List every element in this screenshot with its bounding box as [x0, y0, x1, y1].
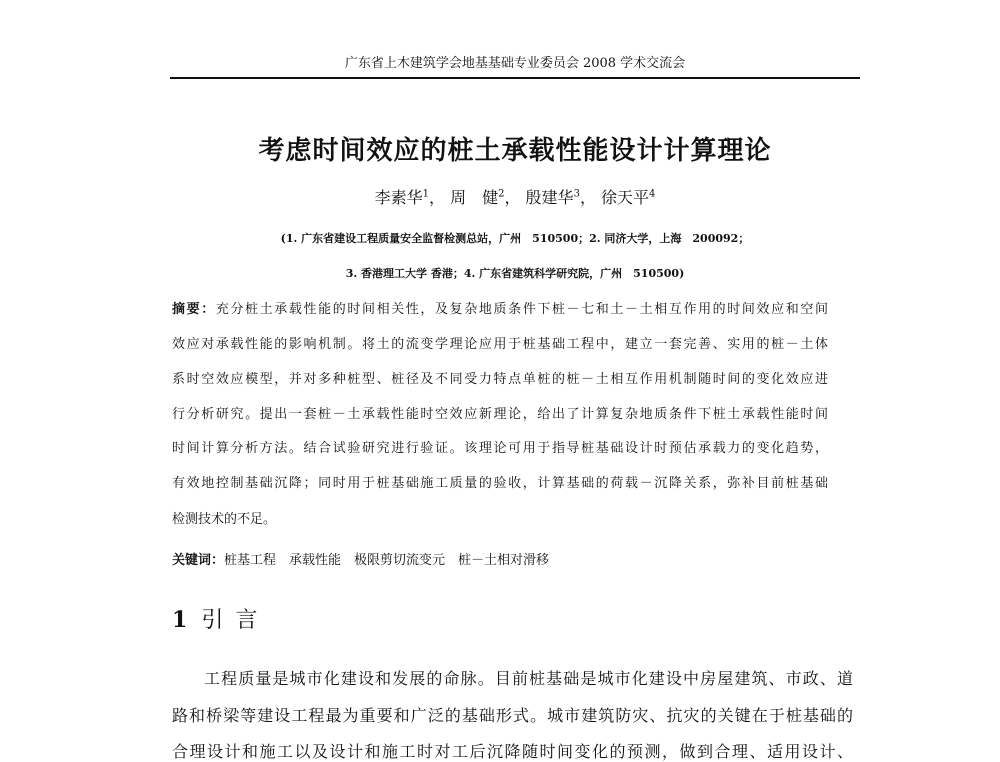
author: 殷建华 [525, 188, 574, 207]
author-list: 李素华$^1$， 周 健$^2$， 殷建华$^3$， 徐天平$^4$ [374, 188, 656, 207]
keywords-label: 关键词： [172, 553, 225, 568]
abstract-line [172, 298, 828, 317]
abstract-line: 效应对承载性能的影响机制。将土的流变学理论应用于桩基础工程中，建立一套完善、实用的桩－土体 [172, 337, 828, 352]
abstract-label: 摘要： [172, 302, 216, 317]
abstract-text: 充分桩土承载性能的时间相关性，及复杂地质条件下桩－七和土－土相互作用的时间效应和空间 [215, 302, 828, 317]
paper-title: 考虑时间效应的桩土承载性能设计计算理论 [258, 136, 772, 166]
section-number: 1 [172, 607, 188, 633]
section-heading [172, 603, 283, 634]
abstract-line: 时间计算分析方法。结合试验研究进行验证。该理论可用于指导桩基础设计时预估承载力的变化趋势， [172, 441, 828, 456]
keywords-line [172, 549, 828, 568]
author: 周 健 [450, 188, 499, 207]
keywords-text: 桩基工程 承载性能 极限剪切流变元 桩－土相对滑移 [224, 553, 550, 568]
body-line: 工程质量是城市化建设和发展的命脉。目前桩基础是城市化建设中房屋建筑、市政、道 [204, 669, 853, 688]
abstract-line: 有效地控制基础沉降；同时用于桩基础施工质量的验收，计算基础的荷载－沉降关系，弥补目前桩基础 [172, 476, 828, 491]
affiliation-line: 3. 香港理工大学 香港；4. 广东省建筑科学研究院，广州 510500) [345, 267, 685, 280]
abstract-line: 检测技术的不足。 [172, 512, 277, 527]
header-rule [170, 77, 860, 79]
section-title: 引言 [201, 608, 270, 633]
author: 李素华 [374, 188, 423, 207]
body-line: 合理设计和施工以及设计和施工时对工后沉降随时间变化的预测，做到合理、适用设计、 [172, 742, 853, 761]
running-header: 广东省上木建筑学会地基基础专业委员会 2008 学术交流会 [344, 56, 686, 71]
author: 徐天平 [601, 188, 650, 207]
abstract-line: 系时空效应模型，并对多种桩型、桩径及不同受力特点单桩的桩－土相互作用机制随时间的变化效应进 [172, 372, 828, 387]
abstract-line: 行分析研究。提出一套桩－土承载性能时空效应新理论，给出了计算复杂地质条件下桩土承载性能时间 [172, 407, 828, 422]
affiliation-line: (1. 广东省建设工程质量安全监督检测总站，广州 510500；2. 同济大学，上海 200092； [280, 232, 750, 245]
author-affiliation-mark: 2 [498, 188, 505, 200]
author-affiliation-mark: 3 [573, 188, 580, 200]
author-affiliation-mark: 1 [422, 188, 429, 200]
author-affiliation-mark: 4 [649, 188, 656, 200]
body-line: 路和桥梁等建设工程最为重要和广泛的基础形式。城市建筑防灾、抗灾的关键在于桩基础的 [172, 706, 853, 725]
